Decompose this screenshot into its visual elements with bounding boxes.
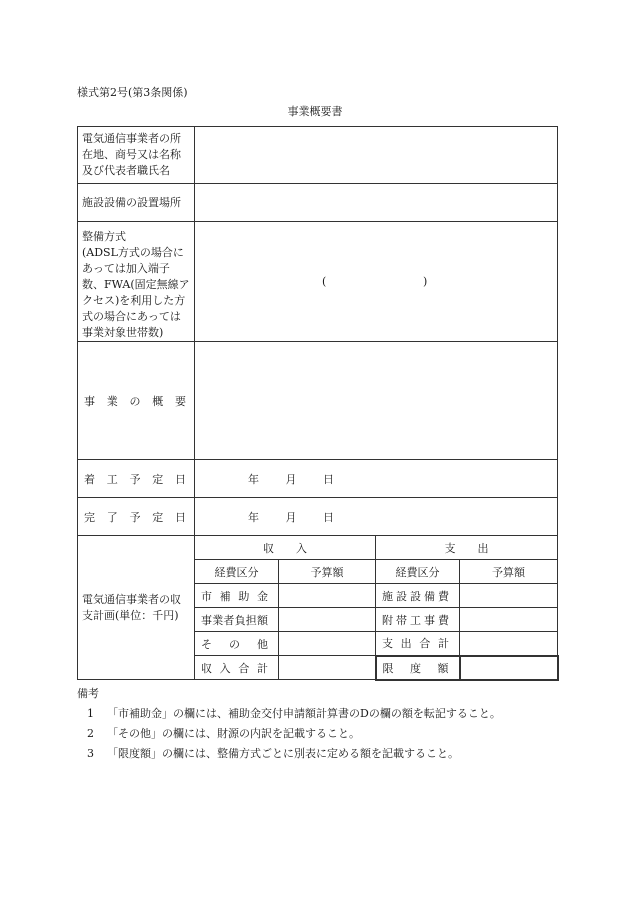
location-value[interactable] — [195, 184, 558, 222]
income-amount-header: 予算額 — [279, 560, 376, 584]
overview-label: 事業の概要 — [78, 342, 195, 460]
expense-item-ancillary: 附帯工事費 — [376, 608, 460, 632]
expense-header: 支出 — [376, 536, 558, 560]
budget-label: 電気通信事業者の収支計画(単位：千円) — [78, 536, 195, 680]
income-item-operator: 事業者負担額 — [195, 608, 279, 632]
expense-amount-facility[interactable] — [460, 584, 558, 608]
notes — [77, 684, 501, 764]
expense-item-limit: 限度額 — [376, 656, 460, 680]
expense-category-header: 経費区分 — [376, 560, 460, 584]
note-item: 1 「市補助金」の欄には、補助金交付申請額計算書のDの欄の額を転記すること。 — [87, 707, 501, 720]
income-header: 収入 — [195, 536, 376, 560]
overview-value[interactable] — [195, 342, 558, 460]
end-date-label: 完了予定日 — [78, 498, 195, 536]
document-title: 事業概要書 — [287, 105, 343, 118]
income-item-subsidy: 市補助金 — [195, 584, 279, 608]
income-amount-total[interactable] — [279, 656, 376, 680]
overview-table — [77, 126, 559, 681]
start-date-value[interactable]: 年 月 日 — [195, 460, 558, 498]
income-item-total: 収入合計 — [195, 656, 279, 680]
end-date-value[interactable]: 年 月 日 — [195, 498, 558, 536]
income-category-header: 経費区分 — [195, 560, 279, 584]
expense-item-facility: 施設設備費 — [376, 584, 460, 608]
form-number: 様式第2号(第3条関係) — [77, 86, 188, 99]
start-date-label: 着工予定日 — [78, 460, 195, 498]
income-amount-operator[interactable] — [279, 608, 376, 632]
income-amount-other[interactable] — [279, 632, 376, 656]
expense-amount-limit[interactable] — [460, 656, 558, 680]
expense-amount-total[interactable] — [460, 632, 558, 656]
operator-label: 電気通信事業者の所在地、商号又は名称及び代表者職氏名 — [78, 127, 195, 184]
note-item: 3 「限度額」の欄には、整備方式ごとに別表に定める額を記載すること。 — [87, 747, 459, 760]
income-item-other: その他 — [195, 632, 279, 656]
expense-amount-ancillary[interactable] — [460, 608, 558, 632]
method-label: 整備方式 (ADSL方式の場合にあっては加入端子数、FWA(固定無線アクセス)を利用した方式の場合にあっては事業対象世帯数) — [78, 222, 195, 342]
paren-close: ) — [423, 274, 428, 288]
expense-amount-header: 予算額 — [460, 560, 558, 584]
method-value[interactable] — [195, 222, 558, 342]
notes-heading: 備考 — [77, 687, 99, 700]
income-amount-subsidy[interactable] — [279, 584, 376, 608]
expense-item-total: 支出合計 — [376, 632, 460, 656]
note-item: 2 「その他」の欄には、財源の内訳を記載すること。 — [87, 727, 360, 740]
location-label: 施設設備の設置場所 — [78, 184, 195, 222]
operator-value[interactable] — [195, 127, 558, 184]
paren-open: ( — [322, 274, 327, 288]
